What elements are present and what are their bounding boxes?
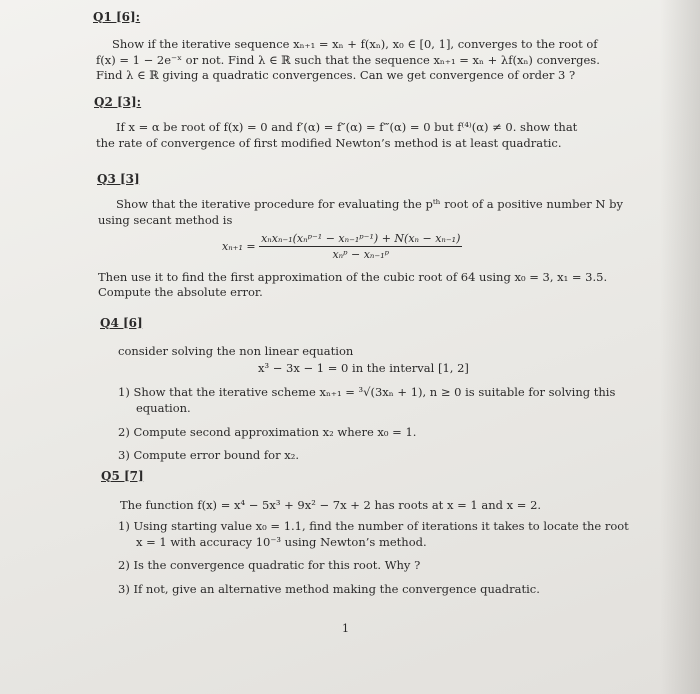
q1-line-3: Find λ ∈ ℝ giving a quadratic convergences. Can we get convergence of order 3 ? xyxy=(96,68,576,82)
q5-intro: The function f(x) = x⁴ − 5x³ + 9x² − 7x + 2 has roots at x = 1 and x = 2. xyxy=(120,498,542,512)
q5-item-1-cont: x = 1 with accuracy 10⁻³ using Newton’s method. xyxy=(136,535,427,549)
q3-line-2: using secant method is xyxy=(98,213,233,227)
q3-after-line-1: Then use it to find the first approximation of the cubic root of 64 using x₀ = 3, x₁ = 3.5. xyxy=(98,270,608,284)
q5-item-3: 3) If not, give an alternative method making the convergence quadratic. xyxy=(118,582,540,596)
q1-heading: Q1 [6]: xyxy=(93,10,141,24)
q3-after-line-2: Compute the absolute error. xyxy=(98,285,263,299)
q4-item-3: 3) Compute error bound for x₂. xyxy=(118,448,300,462)
q2-line-2: the rate of convergence of first modified Newton’s method is at least quadratic. xyxy=(96,136,562,150)
q5-item-1: 1) Using starting value x₀ = 1.1, find the number of iterations it takes to locate the root xyxy=(118,519,629,533)
q2-line-1: If x = α be root of f(x) = 0 and f′(α) = f″(α) = f‴(α) = 0 but f⁽⁴⁾(α) ≠ 0. show that xyxy=(116,120,578,134)
q4-intro: consider solving the non linear equation xyxy=(118,344,354,358)
q2-heading: Q2 [3]: xyxy=(94,95,142,109)
q1-line-2: f(x) = 1 − 2e⁻ˣ or not. Find λ ∈ ℝ such that the sequence xₙ₊₁ = xₙ + λf(xₙ) converges. xyxy=(96,53,600,67)
q5-heading: Q5 [7] xyxy=(101,469,144,483)
formula-lhs: xₙ₊₁ = xyxy=(222,240,256,253)
page-number: 1 xyxy=(342,622,349,635)
formula-numerator: xₙxₙ₋₁(xₙᵖ⁻¹ − xₙ₋₁ᵖ⁻¹) + N(xₙ − xₙ₋₁) xyxy=(261,232,461,245)
q4-equation: x³ − 3x − 1 = 0 in the interval [1, 2] xyxy=(258,361,469,375)
paper-shadow xyxy=(660,0,700,694)
formula-denominator: xₙᵖ − xₙ₋₁ᵖ xyxy=(332,248,389,261)
formula-fraction xyxy=(259,232,462,261)
q4-item-2: 2) Compute second approximation x₂ where x₀ = 1. xyxy=(118,425,417,439)
q4-item-1-cont: equation. xyxy=(136,401,191,415)
q4-item-1: 1) Show that the iterative scheme xₙ₊₁ = ³√(3xₙ + 1), n ≥ 0 is suitable for solving this xyxy=(118,385,616,399)
q3-heading: Q3 [3] xyxy=(97,172,140,186)
q3-line-1: Show that the iterative procedure for evaluating the pᵗʰ root of a positive number N by xyxy=(116,197,624,211)
q1-line-1: Show if the iterative sequence xₙ₊₁ = xₙ + f(xₙ), x₀ ∈ [0, 1], converges to the root of xyxy=(112,37,598,51)
q5-item-2: 2) Is the convergence quadratic for this root. Why ? xyxy=(118,558,421,572)
secant-formula xyxy=(222,232,462,261)
q4-heading: Q4 [6] xyxy=(100,316,143,330)
